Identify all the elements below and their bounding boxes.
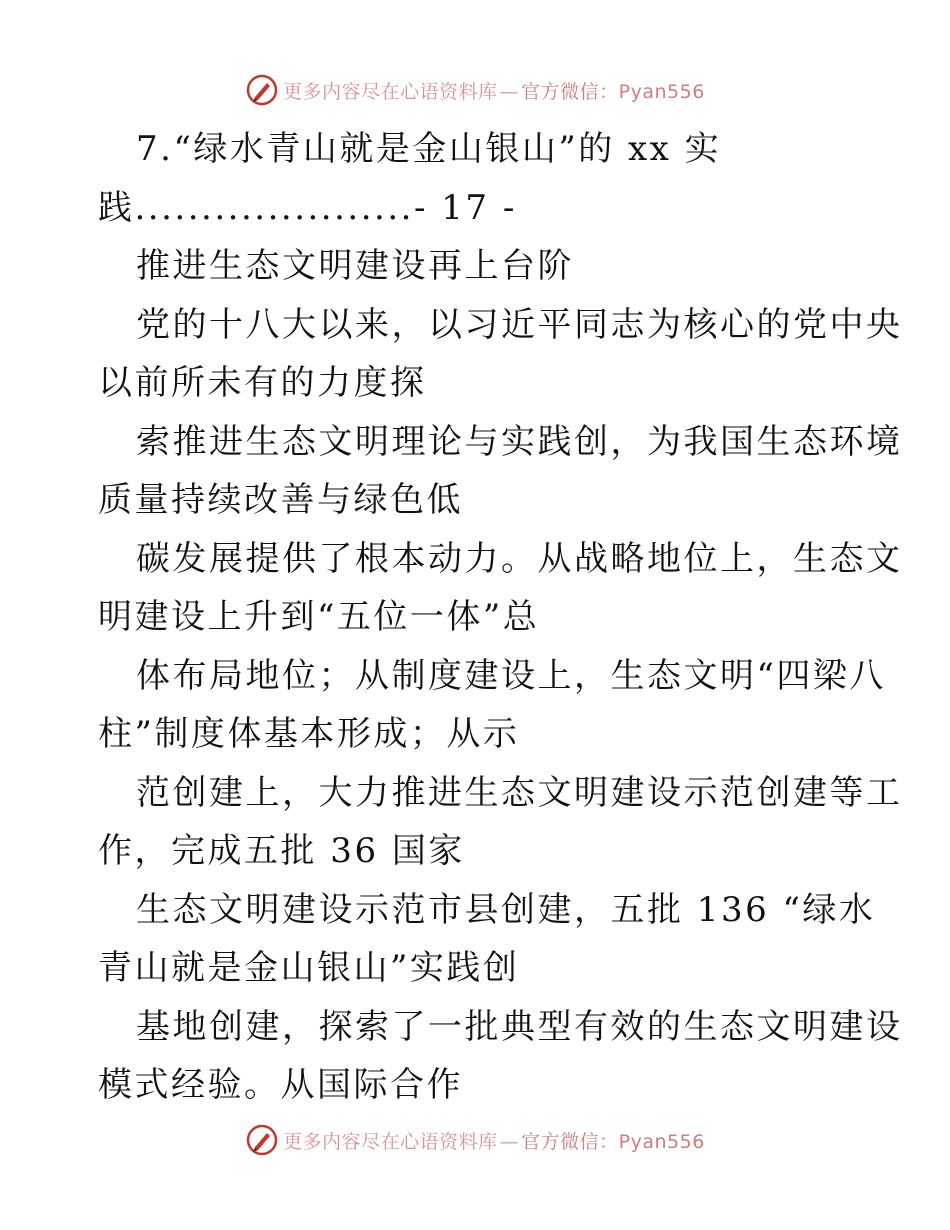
paragraph-line: 碳发展提供了根本动力。从战略地位上，生态文 bbox=[136, 538, 903, 579]
toc-entry-line-2: 践.....................- 17 - bbox=[98, 187, 517, 228]
footer-watermark-separator: — bbox=[499, 1130, 520, 1153]
paragraph-line: 范创建上，大力推进生态文明建设示范创建等工 bbox=[136, 772, 903, 813]
paragraph-line: 体布局地位；从制度建设上，生态文明“四梁八 bbox=[136, 655, 886, 696]
header-watermark-text bbox=[283, 77, 705, 104]
header-watermark-separator: — bbox=[499, 80, 520, 103]
section-heading: 推进生态文明建设再上台阶 bbox=[136, 246, 574, 286]
paragraph-line: 青山就是金山银山”实践创 bbox=[98, 948, 520, 988]
paragraph-line: 以前所未有的力度探 bbox=[98, 363, 427, 403]
paragraph-line: 质量持续改善与绿色低 bbox=[98, 480, 463, 520]
toc-entry-line-1: 7.“绿水青山就是金山银山”的 xx 实 bbox=[136, 129, 722, 169]
header-watermark-contact: 官方微信：Pyan556 bbox=[521, 80, 705, 103]
paragraph-line: 基地创建，探索了一批典型有效的生态文明建设 bbox=[136, 1006, 903, 1047]
paragraph-line: 生态文明建设示范市县创建，五批 136 “绿水 bbox=[136, 889, 876, 930]
footer-watermark-main: 更多内容尽在心语资料库 bbox=[283, 1130, 498, 1153]
document-body bbox=[98, 120, 903, 1115]
paragraph-line: 柱”制度体基本形成；从示 bbox=[98, 714, 520, 754]
pen-logo-icon bbox=[245, 1123, 279, 1157]
header-watermark bbox=[0, 70, 950, 110]
footer-watermark-text bbox=[283, 1127, 705, 1154]
paragraph-line: 索推进生态文明理论与实践创，为我国生态环境 bbox=[136, 421, 903, 462]
paragraph-line: 模式经验。从国际合作 bbox=[98, 1065, 463, 1105]
footer-watermark-contact: 官方微信：Pyan556 bbox=[521, 1130, 705, 1153]
header-watermark-main: 更多内容尽在心语资料库 bbox=[283, 80, 498, 103]
paragraph-line: 明建设上升到“五位一体”总 bbox=[98, 597, 540, 637]
paragraph-line: 作，完成五批 36 国家 bbox=[98, 831, 465, 871]
paragraph-line: 党的十八大以来，以习近平同志为核心的党中央 bbox=[136, 304, 903, 345]
footer-watermark bbox=[0, 1120, 950, 1160]
pen-logo-icon bbox=[245, 73, 279, 107]
